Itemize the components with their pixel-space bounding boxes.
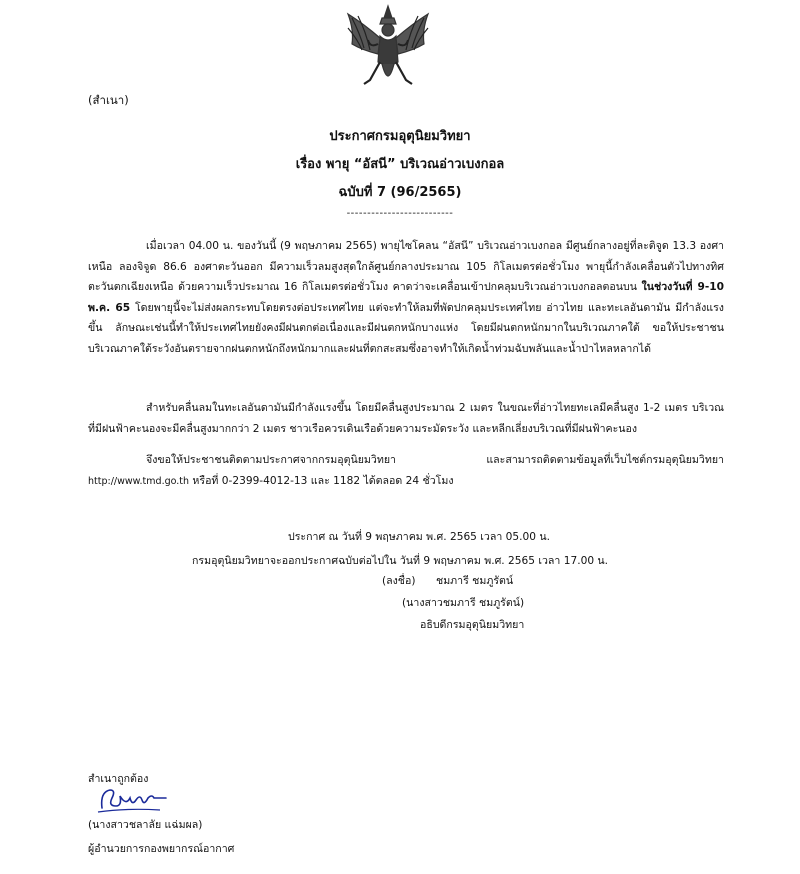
paragraph-2-text: สำหรับคลื่นลมในทะเลอันดามันมีกำลังแรงขึ้น โดยมีคลื่นสูงประมาณ 2 เมตร ในขณะที่อ่าวไทยทะเลมีคลื่นสูง 1-2 เมตร บริเวณที่มีฝนฟ้าคะนองจะมีคลื่นสูงมากกว่า 2 เมตร ชาวเรือควรเดินเรือด้วยความระมัดระวัง และหลีกเลี่ยงบริเวณที่มีฝนฟ้าคะนอง [88,402,724,435]
paragraph-3-hotline: หรือที่ 0-2399-4012-13 และ 1182 ได้ตลอด 24 ชั่วโมง [189,474,454,487]
paragraph-sea-conditions [88,398,724,439]
copy-mark: (สำเนา) [88,93,129,107]
certifier-name: (นางสาวชลาลัย แฉ่มผล) [88,819,203,831]
paragraph-1-text: เมื่อเวลา 04.00 น. ของวันนี้ (9 พฤษภาคม 2565) พายุไซโคลน “อัสนี” บริเวณอ่าวเบงกอล มีศูนย์กลางอยู่ที่ละติจูด 13.3 องศาเหนือ ลองจิจูด 86.6 องศาตะวันออก มีความเร็วลมสูงสุดใกล้ศูนย์กลางประมาณ 105 กิโลเมตรต่อชั่วโมง พายุนี้กำลังเคลื่อนตัวไปทางทิศตะวันตกเฉียงเหนือ ด้วยความเร็วประมาณ 16 กิโลเมตรต่อชั่วโมง คาดว่าจะเคลื่อนเข้าปกคลุมบริเวณอ่าวเบงกอลตอนบน [88,240,724,293]
certifier-position: ผู้อำนวยการกองพยากรณ์อากาศ [88,843,235,855]
paragraph-contact [88,450,724,492]
signed-name: ชมภารี ชมภูรัตน์ [436,575,514,587]
certified-copy-label: สำเนาถูกต้อง [88,773,149,785]
announcement-subject: เรื่อง พายุ “อัสนี” บริเวณอ่าวเบงกอล [295,157,505,172]
paragraph-1-date-highlight: ในช่วงวันที่ 9-10 พ.ค. 65 [88,281,724,314]
divider: -------------------------- [346,208,454,219]
handwritten-signature-icon [96,784,176,816]
announcement-title: ประกาศกรมอุตุนิยมวิทยา [329,129,471,144]
announcement-issue: ฉบับที่ 7 (96/2565) [338,185,462,200]
garuda-emblem [334,4,442,90]
signed-label: (ลงชื่อ) [382,575,416,587]
website-link[interactable]: http://www.tmd.go.th [88,475,190,487]
paragraph-1-text-cont: โดยพายุนี้จะไม่ส่งผลกระทบโดยตรงต่อประเทศไทย แต่จะทำให้ลมที่พัดปกคลุมประเทศไทย อ่าวไทย และทะเลอันดามัน มีกำลังแรงขึ้น ลักษณะเช่นนี้ทำให้ประเทศไทยยังคงมีฝนตกต่อเนื่องและมีฝนตกหนักบางแห่ง โดยมีฝนตกหนักมากในบริเวณภาคใต้ ขอให้ประชาชนบริเวณภาคใต้ระวังอันตรายจากฝนตกหนักถึงหนักมากและฝนที่ตกสะสมซึ่งอาจทำให้เกิดน้ำท่วมฉับพลันและน้ำป่าไหลหลากได้ [88,301,724,355]
paragraph-3-text: จึงขอให้ประชาชนติดตามประกาศจากกรมอุตุนิยมวิทยา และสามารถติดตามข้อมูลที่เว็บไซต์กรมอุตุนิยมวิทยา [146,454,724,466]
signatory-position: อธิบดีกรมอุตุนิยมวิทยา [420,619,525,631]
issued-datetime: ประกาศ ณ วันที่ 9 พฤษภาคม พ.ศ. 2565 เวลา 05.00 น. [288,531,550,543]
signatory-full-name: (นางสาวชมภารี ชมภูรัตน์) [402,597,525,609]
next-issue-datetime: กรมอุตุนิยมวิทยาจะออกประกาศฉบับต่อไปใน วันที่ 9 พฤษภาคม พ.ศ. 2565 เวลา 17.00 น. [192,555,609,567]
paragraph-storm-details [88,236,724,359]
